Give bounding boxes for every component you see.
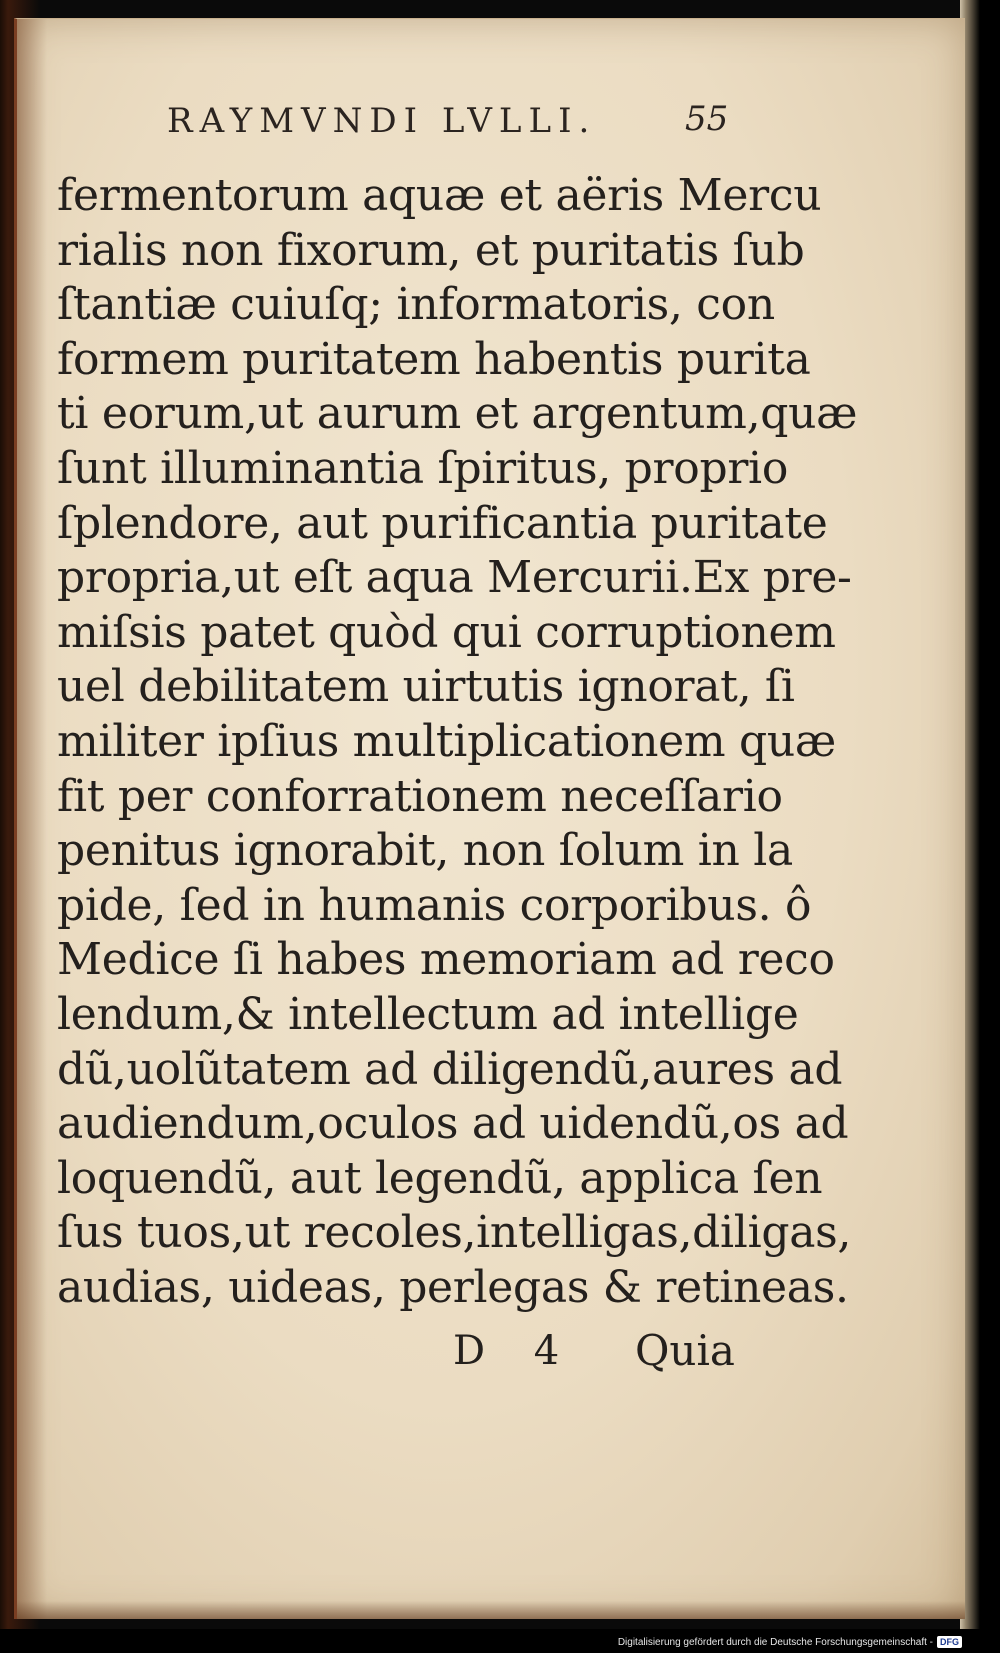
text-line: ſplendore, aut purificantia puritate [57, 497, 828, 549]
text-line: militer ipſius multiplicationem quæ [57, 715, 836, 767]
book-page [14, 18, 965, 1619]
text-line: audiendum,oculos ad uidendũ,os ad [57, 1098, 849, 1150]
dfg-logo: DFG [937, 1636, 962, 1648]
text-line: lendum,& intellectum ad intellige [57, 988, 799, 1040]
text-line: audias, uideas, perlegas & retineas. [57, 1261, 849, 1313]
text-line: uel debilitatem uirtutis ignorat, ſi [57, 661, 795, 713]
text-line: penitus ignorabit, non ſolum in la [57, 825, 793, 877]
page-foot [17, 1321, 965, 1381]
text-line: loquendũ, aut legendũ, applica ſen [57, 1152, 823, 1204]
text-line: ti eorum,ut aurum et argentum,quæ [57, 388, 858, 440]
text-line: fit per conforrationem neceſſario [57, 770, 783, 822]
page-number: 55 [685, 99, 729, 139]
text-line: fermentorum aquæ et aëris Mercu [57, 170, 822, 221]
text-line: ſtantiæ cuiuſq; informatoris, con [57, 279, 775, 331]
text-line: Medice ſi habes memoriam ad reco [57, 934, 835, 986]
page-bottom-stain [17, 1601, 965, 1619]
catchword: Quia [635, 1326, 735, 1375]
text-line: formem puritatem habentis purita [57, 333, 811, 385]
text-line: pide, ſed in humanis corporibus. ô [57, 879, 812, 931]
text-line: ſunt illuminantia ſpiritus, proprio [57, 442, 789, 494]
digitization-credit [618, 1633, 962, 1651]
text-line: miſsis patet quòd qui corruptionem [57, 606, 836, 658]
credit-text: Digitalisierung gefördert durch die Deutsche Forschungsgemeinschaft - [617, 1636, 933, 1648]
page-stack-edge [960, 0, 1000, 1653]
running-head: RAYMVNDI LVLLI. [167, 101, 597, 141]
signature-mark: D 4 [453, 1328, 578, 1374]
body-text [57, 169, 858, 1315]
text-line: dũ,uolũtatem ad diligendũ,aures ad [57, 1043, 843, 1095]
text-line: rialis non fixorum, et puritatis ſub [57, 224, 805, 276]
text-line: ſus tuos,ut recoles,intelligas,diligas, [57, 1207, 852, 1259]
text-line: propria,ut eſt aqua Mercurii.Ex pre- [57, 552, 852, 604]
